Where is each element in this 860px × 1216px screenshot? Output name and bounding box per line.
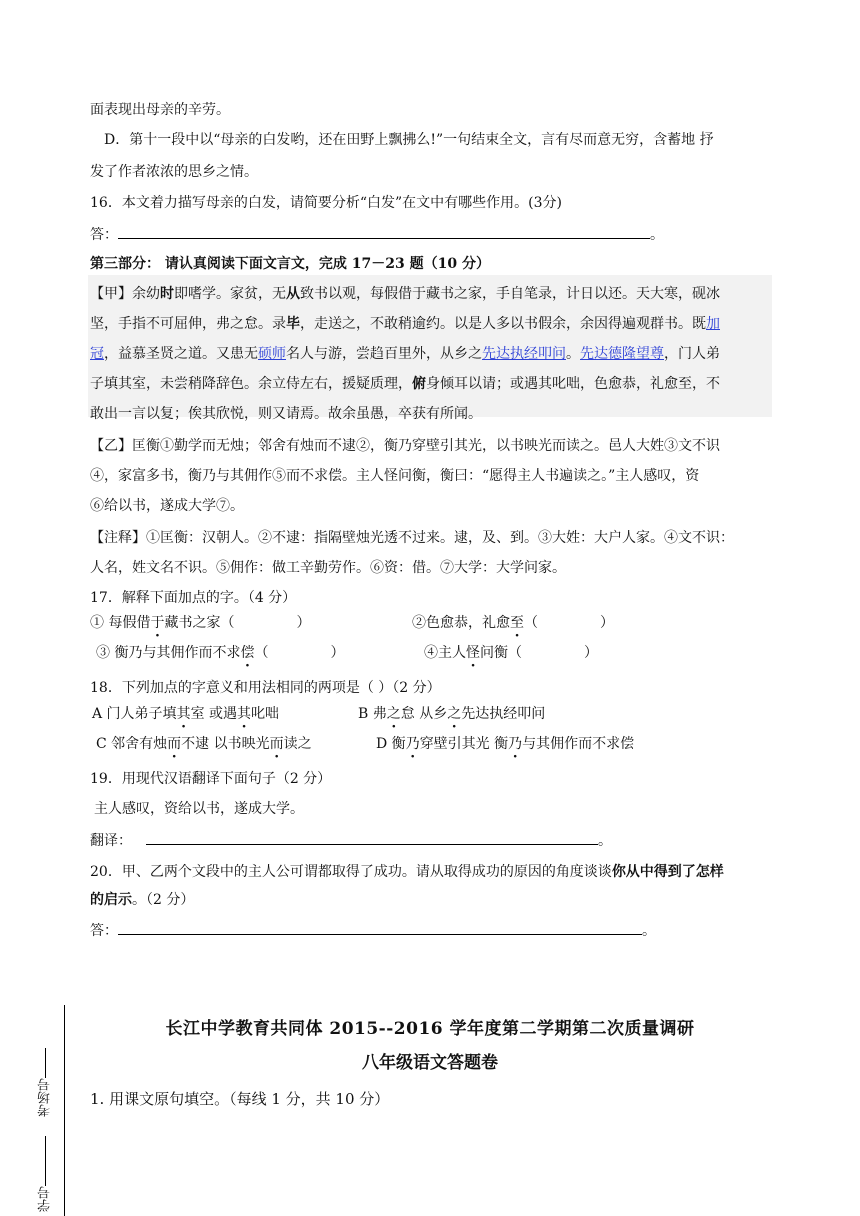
link-jiaguan[interactable]: 冠	[90, 346, 104, 362]
question-18: 18．下列加点的字意义和用法相同的两项是（ ）（2 分）	[90, 680, 441, 696]
question-19: 19．用现代汉语翻译下面句子（2 分）	[90, 771, 332, 787]
q17-item-3: ③ 衡乃与其佣作而不求偿（ ）	[96, 645, 345, 661]
q17-item-2: ②色愈恭，礼愈至（ ）	[412, 615, 614, 631]
answer-line-20: 答： 。	[90, 920, 656, 941]
passage-jia-line: 子填其室，未尝稍降辞色。余立侍左右，援疑质理，俯身倾耳以请；或遇其叱咄，色愈恭，礼愈至，不	[90, 376, 720, 392]
student-id-label: 学号	[36, 1126, 55, 1212]
link-xianda-zhijing[interactable]: 先达执经叩问	[482, 346, 566, 362]
passage-yi-line: ④，家富多书，衡乃与其佣作⑤而不求偿。主人怪问衡，衡曰：“愿得主人书遍读之。”主人感叹，资	[90, 468, 700, 484]
part3-heading: 第三部分： 请认真阅读下面文言文，完成 17－23 题（10 分）	[90, 256, 490, 272]
end-mark: 。	[650, 227, 664, 243]
q17-item-4: ④主人怪问衡（ ）	[424, 645, 598, 661]
link-shuoshi[interactable]: 硕师	[258, 346, 286, 362]
q18-option-b: B 弗之怠 从乡之先达执经叩问	[358, 706, 546, 722]
answer-label: 答：	[90, 227, 118, 243]
exam-room-label: 考场号	[36, 1045, 55, 1117]
question-20: 20．甲、乙两个文段中的主人公可谓都取得了成功。请从取得成功的原因的角度谈谈你从中得到了怎样	[90, 864, 724, 880]
passage-jia-line: 敢出一言以复；俟其欣悦，则又请焉。故余虽愚，卒获有所闻。	[90, 406, 482, 422]
text-line: 发了作者浓浓的思乡之情。	[90, 164, 258, 180]
passage-jia-line: 【甲】余幼时即嗜学。家贫，无从致书以观，每假借于藏书之家，手自笔录，计日以还。天大寒，砚冰	[90, 286, 720, 302]
passage-yi-line: 【乙】匡衡①勤学而无烛；邻舍有烛而不逮②，衡乃穿壁引其光，以书映光而读之。邑人大姓③文不识	[90, 438, 720, 454]
q19-sentence: 主人感叹，资给以书，遂成大学。	[94, 801, 304, 817]
notes-line: 人名，姓文名不识。⑤佣作：做工辛勤劳作。⑥资：借。⑦大学：大学问家。	[90, 560, 566, 576]
answer-blank[interactable]	[118, 224, 650, 239]
question-20-cont: 的启示。（2 分）	[90, 892, 195, 908]
option-d-line: D．第十一段中以“母亲的白发哟，还在田野上飘拂么!”一句结束全文，言有尽而意无穷，含蓄地 抒	[104, 132, 714, 148]
passage-jia-line: 坚，手指不可屈伸，弗之怠。录毕，走送之，不敢稍逾约。以是人多以书假余，余因得遍观群书。既加	[90, 316, 720, 332]
q18-option-c: C 邻舍有烛而不逮 以书映光而读之	[96, 736, 312, 752]
answer-sheet-title: 长江中学教育共同体 2015--2016 学年度第二学期第二次质量调研	[165, 1019, 695, 1039]
notes-line: 【注释】①匡衡：汉朝人。②不逮：指隔壁烛光透不过来。逮，及、到。③大姓：大户人家。④文不识：	[90, 530, 734, 546]
question-16: 16．本文着力描写母亲的白发，请简要分析“白发”在文中有哪些作用。(3分)	[90, 195, 562, 211]
answer-sheet-subtitle: 八年级语文答题卷	[362, 1053, 498, 1073]
translate-label: 翻译：	[90, 833, 132, 849]
answer-q1: 1. 用课文原句填空。（每线 1 分，共 10 分）	[90, 1090, 390, 1108]
passage-jia-line: 冠，益慕圣贤之道。又患无硕师名人与游，尝趋百里外，从乡之先达执经叩问。先达德隆望尊，门人弟	[90, 346, 720, 362]
q18-option-d: D 衡乃穿壁引其光 衡乃与其佣作而不求偿	[376, 736, 635, 752]
link-jiaguan[interactable]: 加	[706, 316, 720, 332]
translate-blank[interactable]	[146, 830, 598, 845]
answer-blank[interactable]	[118, 920, 642, 935]
q19-answer-line: 翻译： 。	[90, 830, 612, 851]
q17-item-1: ① 每假借于藏书之家（ ）	[90, 615, 311, 631]
q18-option-a: A 门人弟子填其室 或遇其叱咄	[92, 706, 280, 722]
question-17: 17．解释下面加点的字。（4 分）	[90, 590, 297, 606]
link-xianda-delong[interactable]: 先达德隆望尊	[580, 346, 664, 362]
passage-yi-line: ⑥给以书，遂成大学⑦。	[90, 498, 244, 514]
answer-line-16	[90, 224, 664, 245]
text-line: 面表现出母亲的辛劳。	[90, 102, 230, 118]
